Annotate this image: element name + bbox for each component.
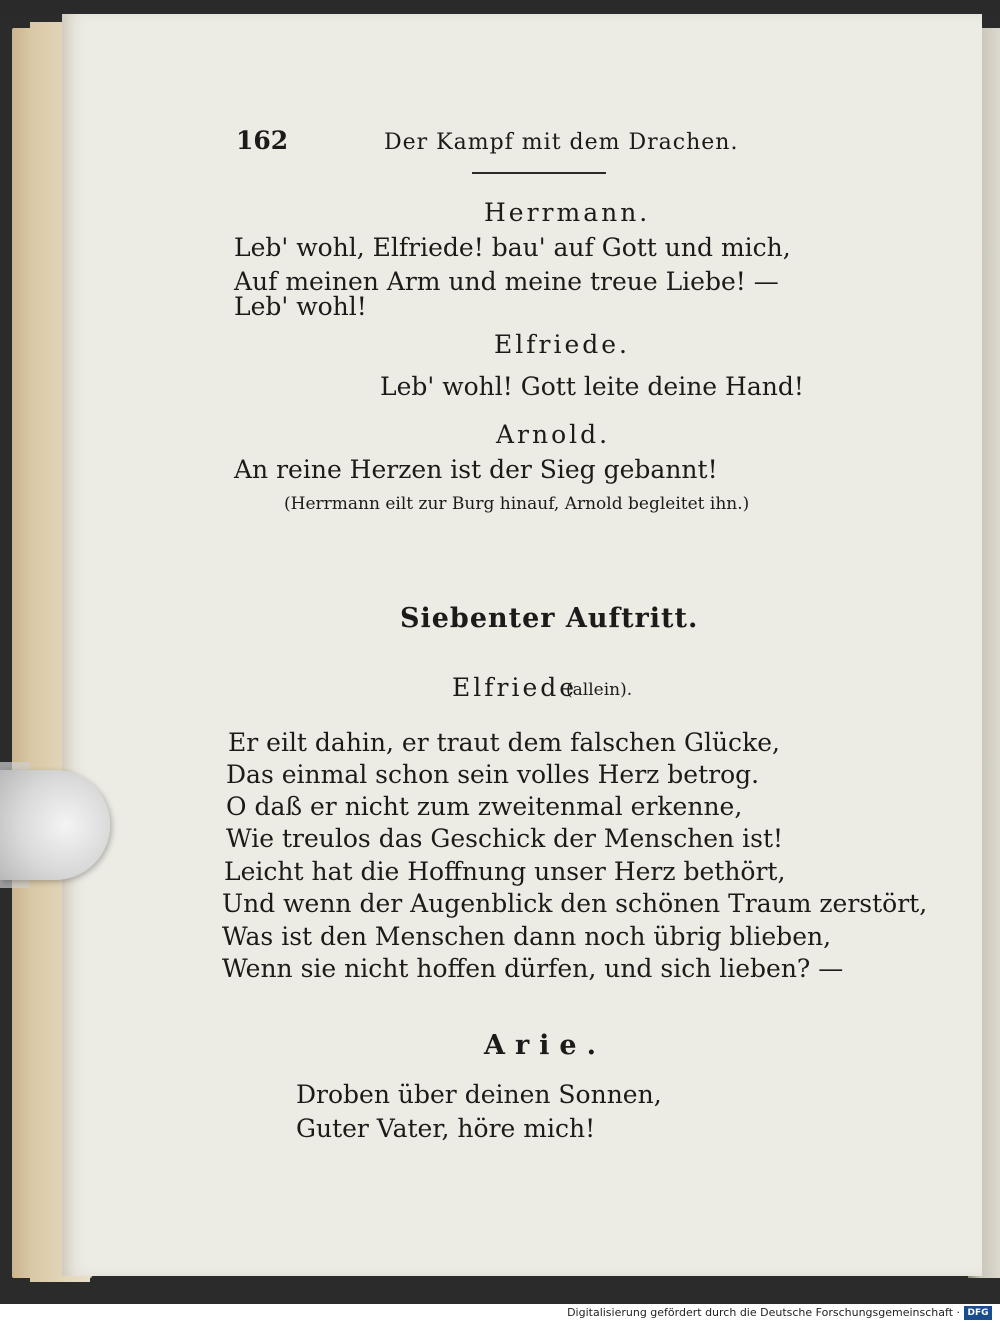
monologue-line: Wie treulos das Geschick der Menschen ist!	[226, 824, 784, 853]
verse-line: Leb' wohl!	[234, 292, 367, 321]
monologue-line: Und wenn der Augenblick den schönen Traum zerstört,	[222, 889, 928, 918]
scene-heading: Siebenter Auftritt.	[400, 603, 699, 634]
aria-heading: Arie.	[484, 1030, 607, 1061]
dfg-logo: DFG	[964, 1306, 992, 1320]
monologue-line: Leicht hat die Hoffnung unser Herz bethört,	[224, 857, 786, 886]
monologue-line: Wenn sie nicht hoffen dürfen, und sich lieben? —	[222, 954, 844, 983]
scan-background-top	[0, 0, 1000, 14]
page-number: 162	[236, 126, 289, 155]
stage-direction: (Herrmann eilt zur Burg hinauf, Arnold begleitet ihn.)	[284, 494, 750, 514]
speaker-arnold: Arnold.	[496, 420, 611, 449]
aria-line: Guter Vater, höre mich!	[296, 1114, 596, 1143]
footer-credit: Digitalisierung gefördert durch die Deutsche Forschungsgemeinschaft ·	[567, 1306, 960, 1319]
verse-line: Leb' wohl, Elfriede! bau' auf Gott und mich,	[234, 233, 791, 262]
header-rule	[472, 172, 606, 174]
speaker-note: (allein).	[566, 680, 633, 700]
monologue-line: O daß er nicht zum zweitenmal erkenne,	[226, 792, 743, 821]
speaker-elfriede-alone: Elfriede	[452, 673, 578, 702]
page-clip	[0, 770, 110, 880]
speaker-elfriede: Elfriede.	[494, 330, 630, 359]
digitization-footer	[0, 1304, 1000, 1323]
monologue-line: Er eilt dahin, er traut dem falschen Glücke,	[228, 728, 780, 757]
aria-line: Droben über deinen Sonnen,	[296, 1080, 662, 1109]
verse-line: An reine Herzen ist der Sieg gebannt!	[234, 455, 718, 484]
verse-line: Auf meinen Arm und meine treue Liebe! —	[234, 267, 779, 296]
speaker-herrmann: Herrmann.	[484, 198, 651, 227]
monologue-line: Was ist den Menschen dann noch übrig blieben,	[222, 922, 832, 951]
running-title: Der Kampf mit dem Drachen.	[384, 130, 739, 155]
verse-line: Leb' wohl! Gott leite deine Hand!	[380, 372, 804, 401]
monologue-line: Das einmal schon sein volles Herz betrog.	[226, 760, 760, 789]
